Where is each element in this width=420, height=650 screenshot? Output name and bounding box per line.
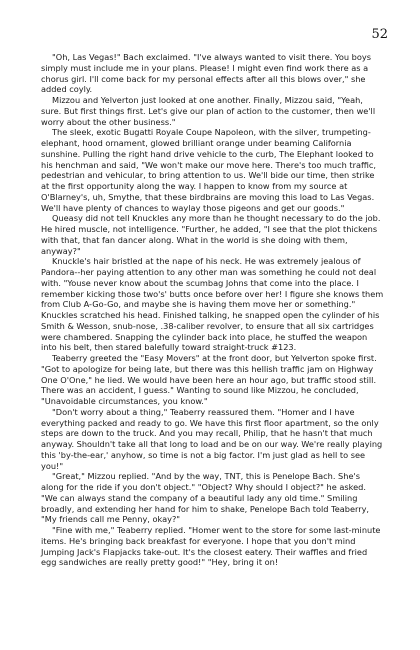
paragraph: Teaberry greeted the "Easy Movers" at the front door, but Yelverton spoke first. "Got to apologize for being late, but there was this hellish traffic jam on Highway One O'One," he lied. We would have been here an hour ago, but traffic stood still. There was an accident, I guess." Wanting to sound like Mizzou, he concluded, "Unavoidable circumstances, you know.": [41, 353, 377, 406]
body-text: [41, 52, 384, 568]
paragraph: "Fine with me," Teaberry replied. "Homer went to the store for some last-minute items. He's bringing back breakfast for everyone. I hope that you don't mind Jumping Jack's Flapjacks take-out. It's the closest eatery. Their waffles and fried egg sandwiches are really pretty good!" "Hey, bring it on!: [41, 525, 381, 568]
page-number: 52: [371, 27, 388, 42]
paragraph: Queasy did not tell Knuckles any more than he thought necessary to do the job. He hired muscle, not intelligence. "Further, he added, "I see that the plot thickens with that, that fan dancer along. What in the world is she doing with them, anyway?": [41, 213, 381, 256]
paragraph: The sleek, exotic Bugatti Royale Coupe Napoleon, with the silver, trumpeting-elephant, hood ornament, glowed brilliant orange under beaming California sunshine. Pulling the right hand drive vehicle to the curb, The Elephant looked to his henchman and said, "We won't make our move here. There's too much traffic, pedestrian and vehicular, to bring attention to us. We'll bide our time, then strike at the first opportunity along the way. I happen to know from my source at O'Blarney's, uh, Smythe, that these birdbrains are moving this load to Las Vegas. We'll have plenty of chances to waylay those pigeons and get our goods.": [41, 127, 377, 213]
paragraph: "Oh, Las Vegas!" Bach exclaimed. "I've always wanted to visit there. You boys simply must include me in your plans. Please! I might even find work there as a chorus girl. I'll come back for my personal effects after all this blows over," she added coyly.: [41, 52, 371, 95]
paragraph: "Great," Mizzou replied. "And by the way, TNT, this is Penelope Bach. She's along for the ride if you don't object." "Object? Why should I object?" he asked. "We can always stand the company of a beautiful lady any old time." Smiling broadly, and extending her hand for him to shake, Penelope Bach told Teaberry, "My friends call me Penny, okay?": [41, 471, 370, 525]
paragraph: Mizzou and Yelverton just looked at one another. Finally, Mizzou said, "Yeah, sure. But first things first. Let's give our plan of action to the customer, then we'll worry about the other business.": [41, 95, 376, 127]
paragraph: "Don't worry about a thing," Teaberry reassured them. "Homer and I have everything packed and ready to go. We have this first floor apartment, so the only steps are down to the truck. And you may recall, Philip, that he hasn't that much anyway. Shouldn't take all that long to load and be on our way. We're really playing this 'by-the-ear,' anyhow, so time is not a big factor. I'm just glad as hell to see you!": [41, 406, 383, 471]
paragraph: Knuckle's hair bristled at the nape of his neck. He was extremely jealous of Pandora--her paying attention to any other man was something he could not deal with. "Youse never know about the scumbag Johns that come into the place. I remember kicking those two's' butts once before over her! I figure she knows them from Club A-Go-Go, and maybe she is having them move her or something." Knuckles scratched his head. Finished talking, he snapped open the cylinder of his Smith & Wesson, snub-nose, .38-caliber revolver, to ensure that all six cartridges were chambered. Snapping the cylinder back into place, he stuffed the weapon into his belt, then stared balefully toward straight-truck #123.: [41, 256, 384, 353]
